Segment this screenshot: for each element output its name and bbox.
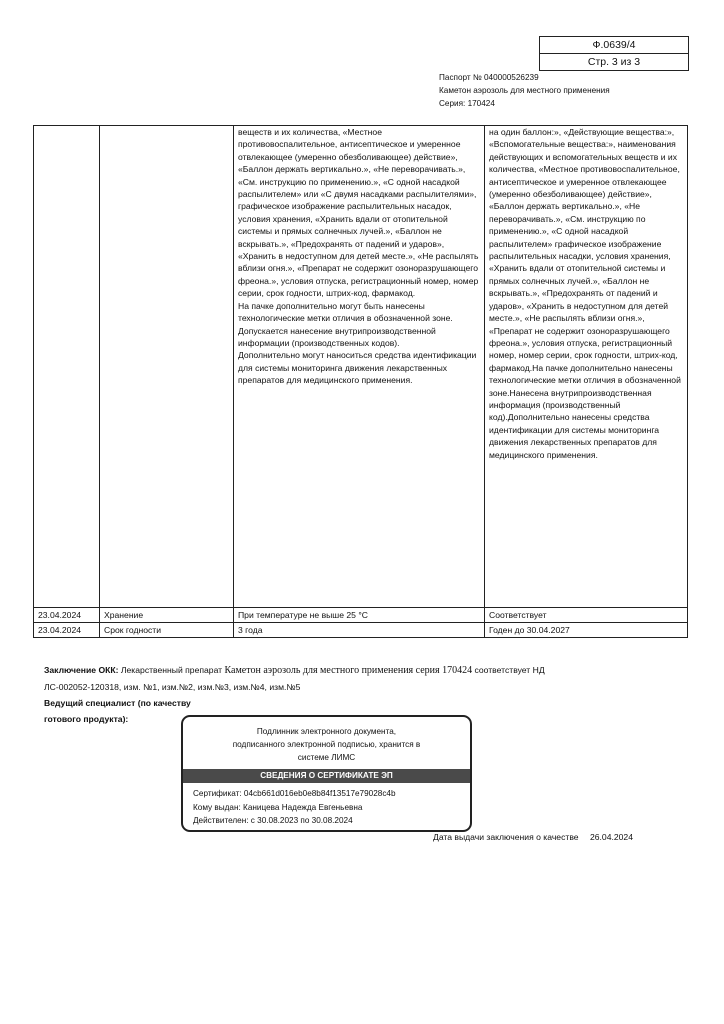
electronic-signature-stamp	[181, 715, 472, 832]
result-cell: Соответствует	[485, 608, 688, 623]
conclusion-product: Каметон аэрозоль для местного применения серия 170424	[224, 665, 473, 676]
requirement-paragraph: веществ и их количества, «Местное противовоспалительное, антисептическое и умеренное отвлекающее (умеренно обезболивающее) действие», «Баллон держать вертикально.», «Не переворачивать.», «См. инструкцию по применению.», «С одной насадкой распылителем» или «С двумя насадками распылителями», графическое изображение распылительных насадок, условия хранения, «Хранить вдали от отопительной системы и прямых солнечных лучей.», «Баллон не вскрывать.», «Предохранять от падений и ударов», «Хранить в недоступном для детей месте.», «Не распылять вблизи огня.», «Препарат не содержит озоноразрушающего фреона.», условия отпуска, регистрационный номер, номер серии, срок годности, штрих-код, фармакод.	[238, 127, 479, 299]
form-code-box	[539, 36, 689, 71]
page-number: Стр. 3 из 3	[540, 53, 688, 70]
indicator-cell: Срок годности	[100, 623, 234, 638]
requirement-paragraph: Дополнительно могут наноситься средства идентификации для системы мониторинга движения лекарственных препаратов для медицинского применения.	[238, 350, 477, 386]
requirement-cell: 3 года	[234, 623, 485, 638]
conclusion-line	[44, 662, 684, 679]
stamp-text: Подлинник электронного документа,	[256, 727, 397, 736]
result-text: на один баллон:», «Действующие вещества:», «Вспомогательные вещества:», наименования действующих и вспомогательных веществ и их количества, «Местное противовоспалительное, антисептическое и умеренное отвлекающее (умеренно обезболивающее) действие», «Баллон держать вертикально.», «Не переворачивать.», «См. инструкцию по применению.», «С одной насадкой распылителем» графическое изображение распылительных насадки, условия хранения, «Хранить вдали от отопительной системы и прямых солнечных лучей.», «Баллон не вскрывать.», «Предохранять от падений и ударов», «Хранить в недоступном для детей месте.», «Не распылять вблизи огня.», «Препарат не содержит озоноразрушающего фреона.», условия отпуска, регистрационный номер, номер серии, срок годности, штрих-код, фармакод.На пачке дополнительно нанесены технологические метки отличия в обозначенной зоне.Нанесена внутрипроизводственная информация (производственный код).Дополнительно нанесены средства идентификации для системы мониторинга движения лекарственных препаратов для медицинского применения.	[489, 127, 681, 460]
requirement-paragraph: На пачке дополнительно могут быть нанесены технологические метки отличия в обозначенной зоне.	[238, 300, 453, 324]
specialist-label: готового продукта):	[44, 714, 129, 724]
date-cell: 23.04.2024	[34, 623, 100, 638]
table-row	[34, 608, 688, 623]
stamp-title-bar: СВЕДЕНИЯ О СЕРТИФИКАТЕ ЭП	[183, 769, 470, 783]
stamp-text: подписанного электронной подписью, хранится в	[232, 740, 421, 749]
certificate-validity: Действителен: с 30.08.2023 по 30.08.2024	[193, 816, 353, 826]
certificate-owner: Кому выдан: Каницева Надежда Евгеньевна	[193, 802, 363, 812]
stamp-text: системе ЛИМС	[297, 753, 356, 762]
issue-date-label: Дата выдачи заключения о качестве	[433, 832, 579, 842]
series-number: Серия: 170424	[439, 99, 495, 108]
conclusion-text-start: Лекарственный препарат	[120, 665, 223, 675]
table-row	[34, 126, 688, 608]
result-cell: Годен до 30.04.2027	[485, 623, 688, 638]
certificate-number: Сертификат: 04cb661d016eb0e8b84f13517e79028c4b	[193, 789, 396, 798]
nd-line: ЛС-002052-120318, изм. №1, изм.№2, изм.№3, изм.№4, изм.№5	[44, 682, 301, 692]
specialist-label: Ведущий специалист (по качеству	[44, 698, 191, 708]
requirement-cell: При температуре не выше 25 °С	[234, 608, 485, 623]
passport-header	[439, 71, 610, 110]
requirement-paragraph: Допускается нанесение внутрипроизводственной информации (производственных кодов).	[238, 325, 436, 348]
date-cell	[34, 126, 100, 608]
form-code: Ф.0639/4	[592, 39, 636, 51]
date-cell: 23.04.2024	[34, 608, 100, 623]
passport-number: Паспорт № 040000526239	[439, 73, 539, 82]
results-table	[33, 125, 688, 638]
indicator-cell	[100, 126, 234, 608]
issue-date-value: 26.04.2024	[589, 832, 633, 842]
indicator-cell: Хранение	[100, 608, 234, 623]
product-name: Каметон аэрозоль для местного применения	[439, 86, 610, 95]
issue-date-line	[433, 832, 633, 842]
conclusion-text-end: соответствует НД	[474, 665, 545, 675]
table-row	[34, 623, 688, 638]
result-cell	[485, 126, 688, 608]
conclusion-label: Заключение ОКК:	[44, 665, 119, 675]
requirement-cell	[234, 126, 485, 608]
